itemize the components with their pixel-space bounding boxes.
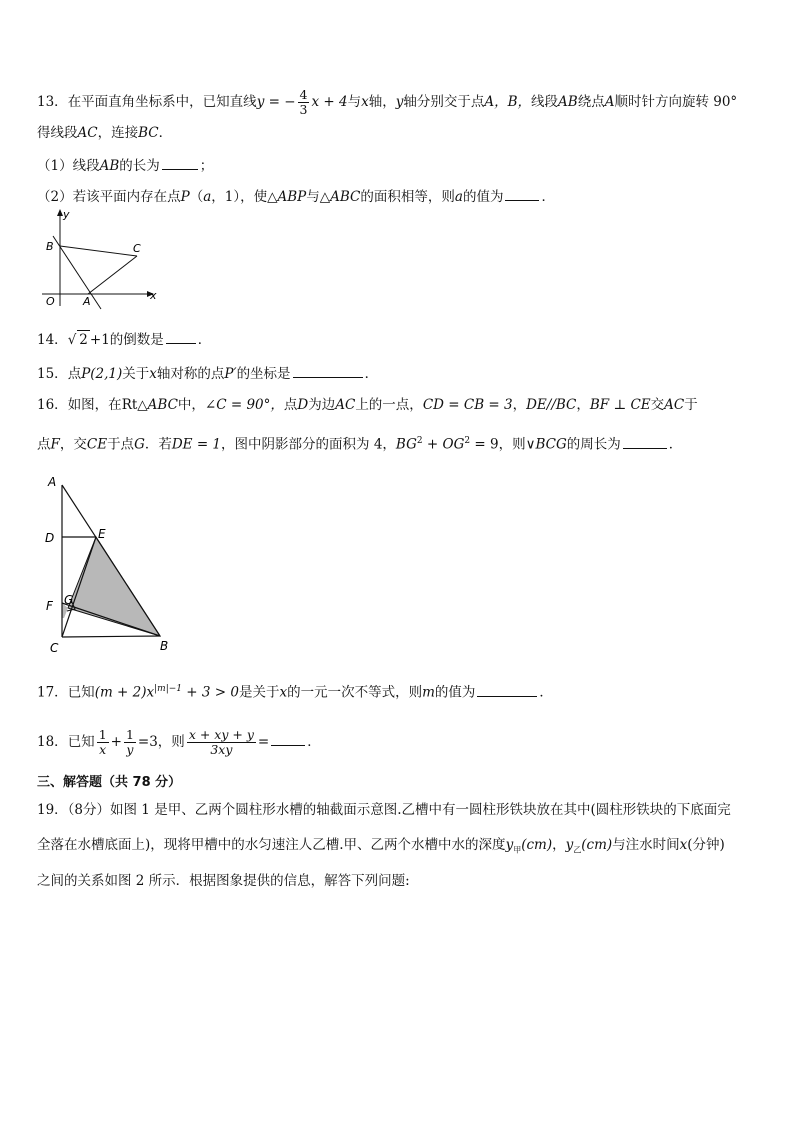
text: 的长为 — [119, 158, 160, 174]
text: 在平面直角坐标系中，已知直线 — [67, 94, 257, 110]
fraction — [187, 728, 256, 757]
label-f: F — [46, 599, 53, 613]
label-b: B — [46, 240, 54, 253]
math: + — [110, 734, 122, 750]
math: DE = 1 — [171, 436, 222, 453]
text: ，则 — [498, 436, 526, 453]
text: 轴对称的点 — [156, 366, 225, 382]
question-number: 17． — [37, 684, 68, 701]
math: ABC — [330, 189, 361, 205]
fraction-numerator: 1 — [98, 727, 107, 742]
math: (cm) — [521, 837, 553, 853]
text: 线段 — [531, 94, 559, 110]
answer-blank[interactable] — [623, 435, 667, 449]
side-cb — [62, 636, 160, 637]
text: 全落在水槽底面上)，现将甲槽中的水匀速注人乙槽.甲、乙两个水槽中水的深度 — [37, 837, 506, 853]
text: ． — [668, 436, 683, 453]
label-x: x — [150, 289, 157, 302]
fraction — [298, 88, 310, 117]
text: 轴分别交于点 — [403, 94, 485, 110]
math: y — [395, 94, 404, 110]
subscript: 乙 — [573, 845, 582, 855]
math: A，B， — [484, 94, 532, 110]
q13-line2 — [37, 124, 172, 142]
text: ，交 — [59, 436, 87, 453]
math: BC — [138, 125, 159, 141]
label-d: D — [45, 531, 55, 545]
text: 上的一点， — [355, 397, 423, 413]
text: 关于 — [122, 366, 150, 382]
question-number: 16． — [37, 397, 68, 413]
math: = 9 — [470, 436, 499, 453]
math: ABC — [147, 397, 178, 413]
label-g: G — [64, 593, 74, 607]
fraction-numerator: x + xy + y — [188, 727, 254, 742]
text: 是关于 — [238, 684, 280, 701]
math: = — [257, 734, 270, 750]
question-number: 15． — [37, 366, 68, 382]
text: 的一元一次不等式，则 — [287, 684, 423, 701]
math: (cm) — [581, 837, 613, 853]
fraction-denominator: x — [99, 742, 107, 757]
q15 — [37, 364, 378, 383]
sqrt-symbol: √ — [67, 332, 77, 348]
text: ， — [512, 397, 527, 413]
text: 的周长为 — [566, 436, 621, 453]
math: ABP — [277, 189, 307, 205]
text: 已知 — [67, 684, 95, 701]
text: 与注水时间 — [612, 837, 680, 853]
math: x — [679, 837, 688, 853]
math: G — [134, 436, 145, 453]
answer-blank[interactable] — [271, 732, 305, 746]
label-a: A — [83, 295, 91, 308]
math: a — [203, 189, 212, 205]
math: Rt△ — [121, 397, 148, 413]
text: ，1），使△ — [211, 189, 278, 205]
text: ． — [158, 125, 173, 141]
text: 与 — [347, 94, 362, 110]
text: 的值为 — [462, 189, 504, 205]
math: AC — [664, 397, 685, 413]
subscript: 甲 — [513, 845, 522, 855]
math: y = − — [256, 94, 296, 110]
math: (m + 2) — [94, 684, 147, 701]
text: 绕点 — [577, 94, 605, 110]
text: ． — [197, 332, 212, 348]
text: ，图中阴影部分的面积为 4， — [221, 436, 396, 453]
answer-blank[interactable] — [477, 683, 537, 697]
text: 交 — [650, 397, 665, 413]
q13-figure — [38, 206, 168, 316]
superscript: 2 — [416, 436, 423, 446]
text: 得线段 — [37, 125, 78, 141]
math: ∨BCG — [525, 436, 567, 453]
math: CE — [86, 436, 108, 453]
text: （ — [189, 189, 204, 205]
math: +1 — [89, 332, 110, 348]
text: 已知 — [67, 734, 95, 750]
math: AB — [99, 158, 120, 174]
text: 中， — [177, 397, 205, 413]
math: BG — [395, 436, 417, 453]
math: BF ⊥ CE — [589, 397, 651, 413]
fraction-denominator: 3xy — [210, 742, 233, 757]
math: ∠C = 90°， — [204, 397, 284, 413]
fraction — [124, 728, 136, 757]
answer-blank[interactable] — [162, 156, 198, 170]
text: 如图，在 — [67, 397, 122, 413]
text: 于 — [684, 397, 698, 413]
text: （1）线段 — [37, 158, 100, 174]
math: a — [454, 189, 463, 205]
math: F — [50, 436, 60, 453]
math: m — [422, 684, 435, 701]
question-number: 14． — [37, 332, 68, 348]
text: ； — [199, 158, 214, 174]
label-b: B — [160, 639, 169, 653]
q16-line2 — [37, 432, 682, 454]
label-a: A — [48, 475, 57, 489]
label-y: y — [63, 208, 70, 221]
fraction — [97, 728, 109, 757]
question-number: 18． — [37, 734, 68, 750]
text: ． — [364, 366, 379, 382]
fraction-denominator: y — [126, 742, 134, 757]
text: 点 — [67, 366, 82, 382]
math: x — [279, 684, 288, 701]
q16-figure — [42, 472, 182, 658]
fraction-numerator: 1 — [125, 727, 134, 742]
math: y — [565, 837, 574, 853]
q14 — [37, 330, 211, 349]
math: x — [361, 94, 369, 110]
answer-blank[interactable] — [166, 330, 196, 344]
fraction-numerator: 4 — [299, 87, 308, 102]
math: + — [422, 436, 443, 453]
text: ．若 — [144, 436, 172, 453]
section-heading: 三、解答题（共 78 分） — [37, 775, 182, 790]
text: ． — [541, 189, 555, 205]
text: ，连接 — [97, 125, 139, 141]
math: A — [604, 94, 615, 110]
text: 的倒数是 — [109, 332, 164, 348]
q18 — [37, 722, 321, 762]
math: AC — [77, 125, 98, 141]
text: ． — [307, 734, 321, 750]
answer-blank[interactable] — [293, 364, 363, 378]
text: 的值为 — [434, 684, 476, 701]
math: + 3 > 0 — [182, 684, 239, 701]
text: 点 — [283, 397, 298, 413]
text: 与△ — [306, 189, 331, 205]
q19-line2 — [37, 836, 725, 860]
text: 顺时针方向旋转 90° — [614, 94, 738, 110]
q19-line3: 之间的关系如图 2 所示．根据图象提供的信息，解答下列问题: — [37, 873, 410, 889]
segment-bc — [60, 246, 137, 256]
label-o: O — [46, 295, 55, 308]
math: x — [146, 684, 155, 701]
q13-line1 — [37, 88, 737, 117]
segment-ac — [88, 256, 137, 294]
math: CD = CB = 3 — [422, 397, 513, 413]
fraction-denominator: 3 — [299, 102, 308, 117]
q17 — [37, 680, 553, 702]
exponent: |m|−1 — [154, 684, 183, 694]
math: x + 4 — [311, 94, 348, 110]
label-e: E — [98, 527, 106, 541]
text: 的坐标是 — [236, 366, 291, 382]
math: x — [149, 366, 157, 382]
text: ． — [539, 684, 553, 701]
text: ， — [576, 397, 590, 413]
q13-part2 — [37, 187, 555, 206]
superscript: 2 — [464, 436, 471, 446]
math: D — [297, 397, 309, 413]
label-c: C — [133, 242, 141, 255]
math: AB — [558, 94, 578, 110]
label-c: C — [50, 641, 59, 655]
question-number: 13． — [37, 94, 68, 110]
text: 点 — [37, 436, 51, 453]
math: P′ — [224, 366, 237, 382]
q13-part1 — [37, 156, 213, 175]
q16-line1 — [37, 396, 698, 414]
text: （2）若该平面内存在点 — [37, 189, 181, 205]
shaded-region — [68, 537, 160, 636]
text: 的面积相等，则 — [360, 189, 455, 205]
text: (分钟) — [687, 837, 725, 853]
text: 于点 — [107, 436, 135, 453]
answer-blank[interactable] — [505, 187, 539, 201]
math: DE//BC — [526, 397, 577, 413]
q19-line1: 19．（8分）如图 1 是甲、乙两个圆柱形水槽的轴截面示意图.乙槽中有一圆柱形铁块放在其中(圆柱形铁块的下底面完 — [37, 802, 731, 818]
math: OG — [442, 436, 465, 453]
math: AC — [335, 397, 356, 413]
text: ， — [552, 837, 566, 853]
text: 为边 — [308, 397, 336, 413]
math: P(2,1) — [81, 366, 123, 382]
math: y — [505, 837, 514, 853]
sqrt-argument: 2 — [79, 332, 88, 348]
text: =3，则 — [137, 734, 185, 750]
text: 轴， — [368, 94, 396, 110]
math: P — [180, 189, 190, 205]
